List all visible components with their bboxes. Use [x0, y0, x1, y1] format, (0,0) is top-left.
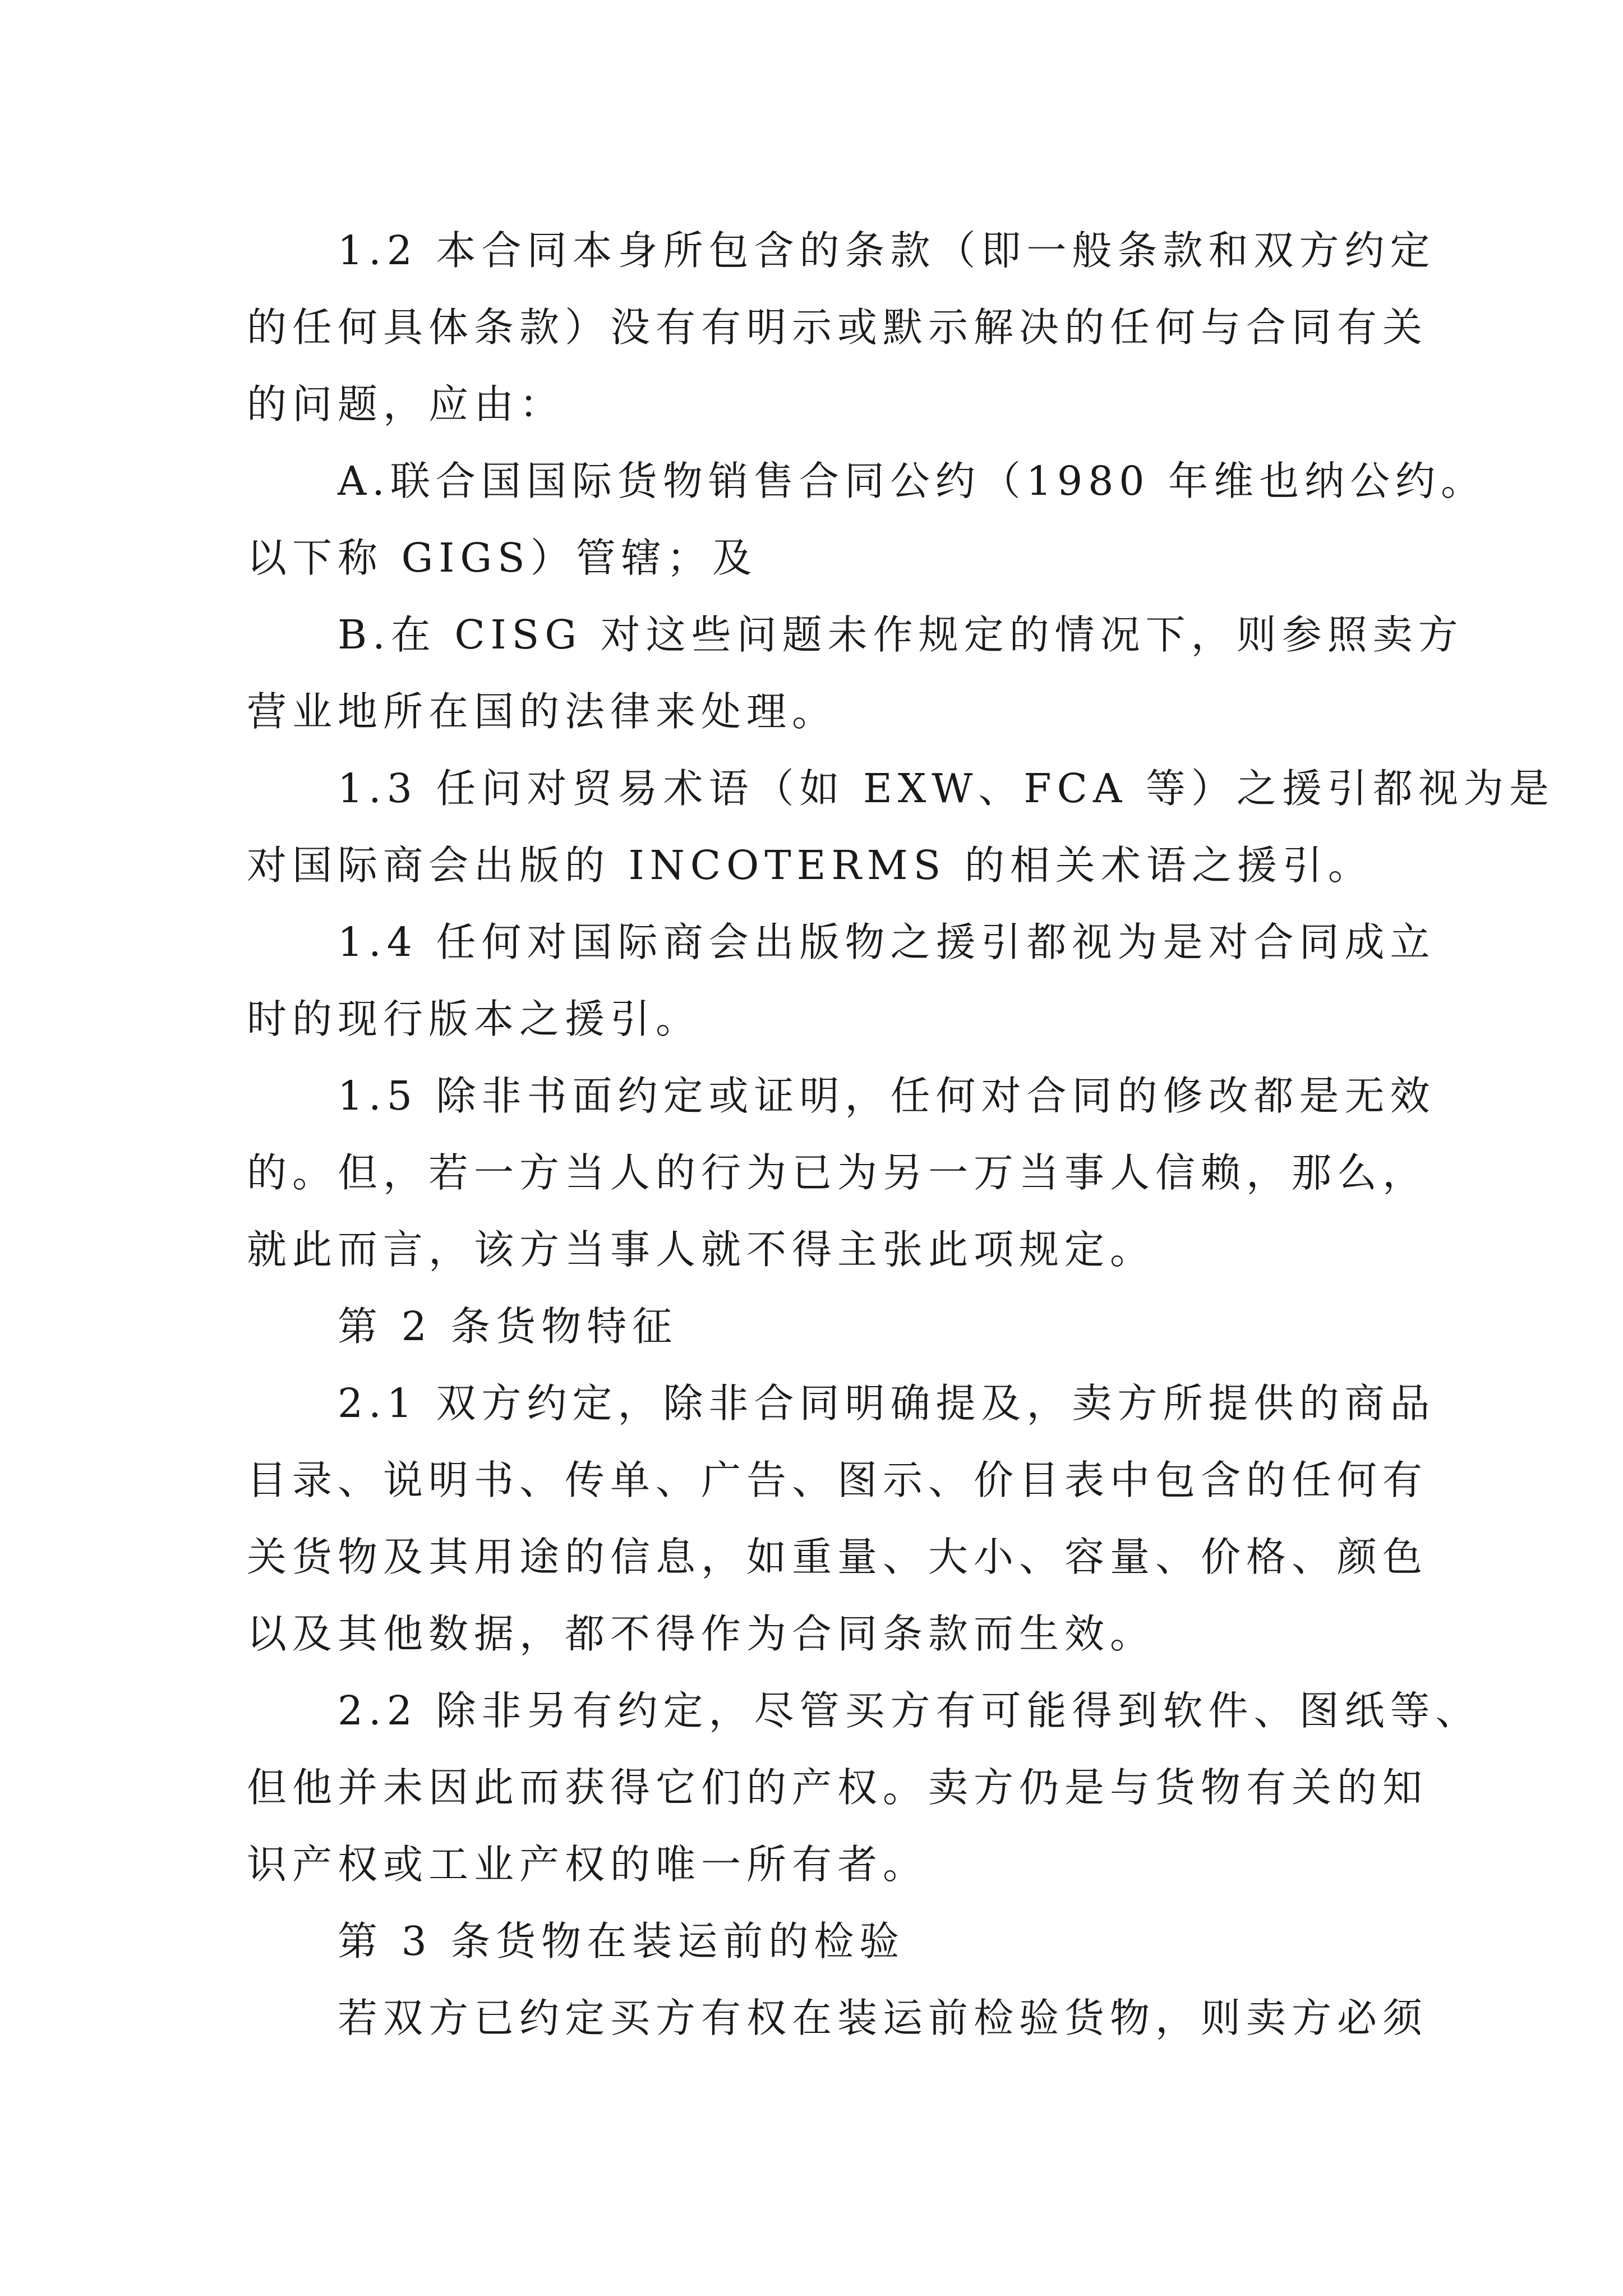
text-line: 但他并未因此而获得它们的产权。卖方仍是与货物有关的知	[247, 1764, 1428, 1811]
text-line: 的问题，应由：	[247, 381, 565, 427]
document-body	[247, 212, 1555, 2056]
text-line: 以及其他数据，都不得作为合同条款而生效。	[247, 1611, 1156, 1657]
text-line: 第 3 条货物在装运前的检验	[338, 1918, 905, 1964]
text-line: 1.4 任何对国际商会出版物之援引都视为是对合同成立	[338, 919, 1436, 965]
text-line: 2.1 双方约定，除非合同明确提及，卖方所提供的商品	[338, 1380, 1436, 1427]
paragraph-2-2	[247, 1672, 1481, 1903]
text-line: 的任何具体条款）没有有明示或默示解决的任何与合同有关	[247, 304, 1428, 351]
text-line: 营业地所在国的法律来处理。	[247, 688, 838, 735]
paragraph-item-a	[247, 443, 1487, 596]
paragraph-article-3-body	[247, 1980, 1428, 2056]
text-line: 时的现行版本之援引。	[247, 996, 702, 1042]
text-line: 1.5 除非书面约定或证明，任何对合同的修改都是无效	[338, 1073, 1436, 1119]
text-line: 1.2 本合同本身所包含的条款（即一般条款和双方约定	[338, 227, 1436, 274]
text-line: 的。但，若一方当人的行为已为另一万当事人信赖，那么，	[247, 1149, 1428, 1196]
paragraph-item-b	[247, 596, 1464, 750]
text-line: 对国际商会出版的 INCOTERMS 的相关术语之援引。	[247, 842, 1373, 889]
text-line: A.联合国国际货物销售合同公约（1980 年维也纳公约。	[338, 458, 1487, 504]
text-line: 就此而言，该方当事人就不得主张此项规定。	[247, 1226, 1156, 1273]
section-heading-article-3	[247, 1903, 1391, 1980]
text-line: 第 2 条货物特征	[338, 1303, 678, 1350]
text-line: 识产权或工业产权的唯一所有者。	[247, 1841, 929, 1888]
paragraph-1-2	[247, 212, 1436, 443]
text-line: 关货物及其用途的信息，如重量、大小、容量、价格、颜色	[247, 1534, 1428, 1580]
text-line: 目录、说明书、传单、广告、图示、价目表中包含的任何有	[247, 1457, 1428, 1503]
text-line: 以下称 GIGS）管辖；及	[247, 535, 758, 581]
text-line: 2.2 除非另有约定，尽管买方有可能得到软件、图纸等、	[338, 1687, 1481, 1734]
text-line: 若双方已约定买方有权在装运前检验货物，则卖方必须	[338, 1995, 1428, 2041]
paragraph-1-4	[247, 904, 1436, 1057]
paragraph-1-5	[247, 1057, 1436, 1288]
paragraph-2-1	[247, 1365, 1436, 1672]
section-heading-article-2	[247, 1288, 1391, 1365]
paragraph-1-3	[247, 750, 1555, 904]
text-line: B.在 CISG 对这些问题未作规定的情况下，则参照卖方	[338, 611, 1464, 658]
text-line: 1.3 任问对贸易术语（如 EXW、FCA 等）之援引都视为是	[338, 765, 1555, 812]
